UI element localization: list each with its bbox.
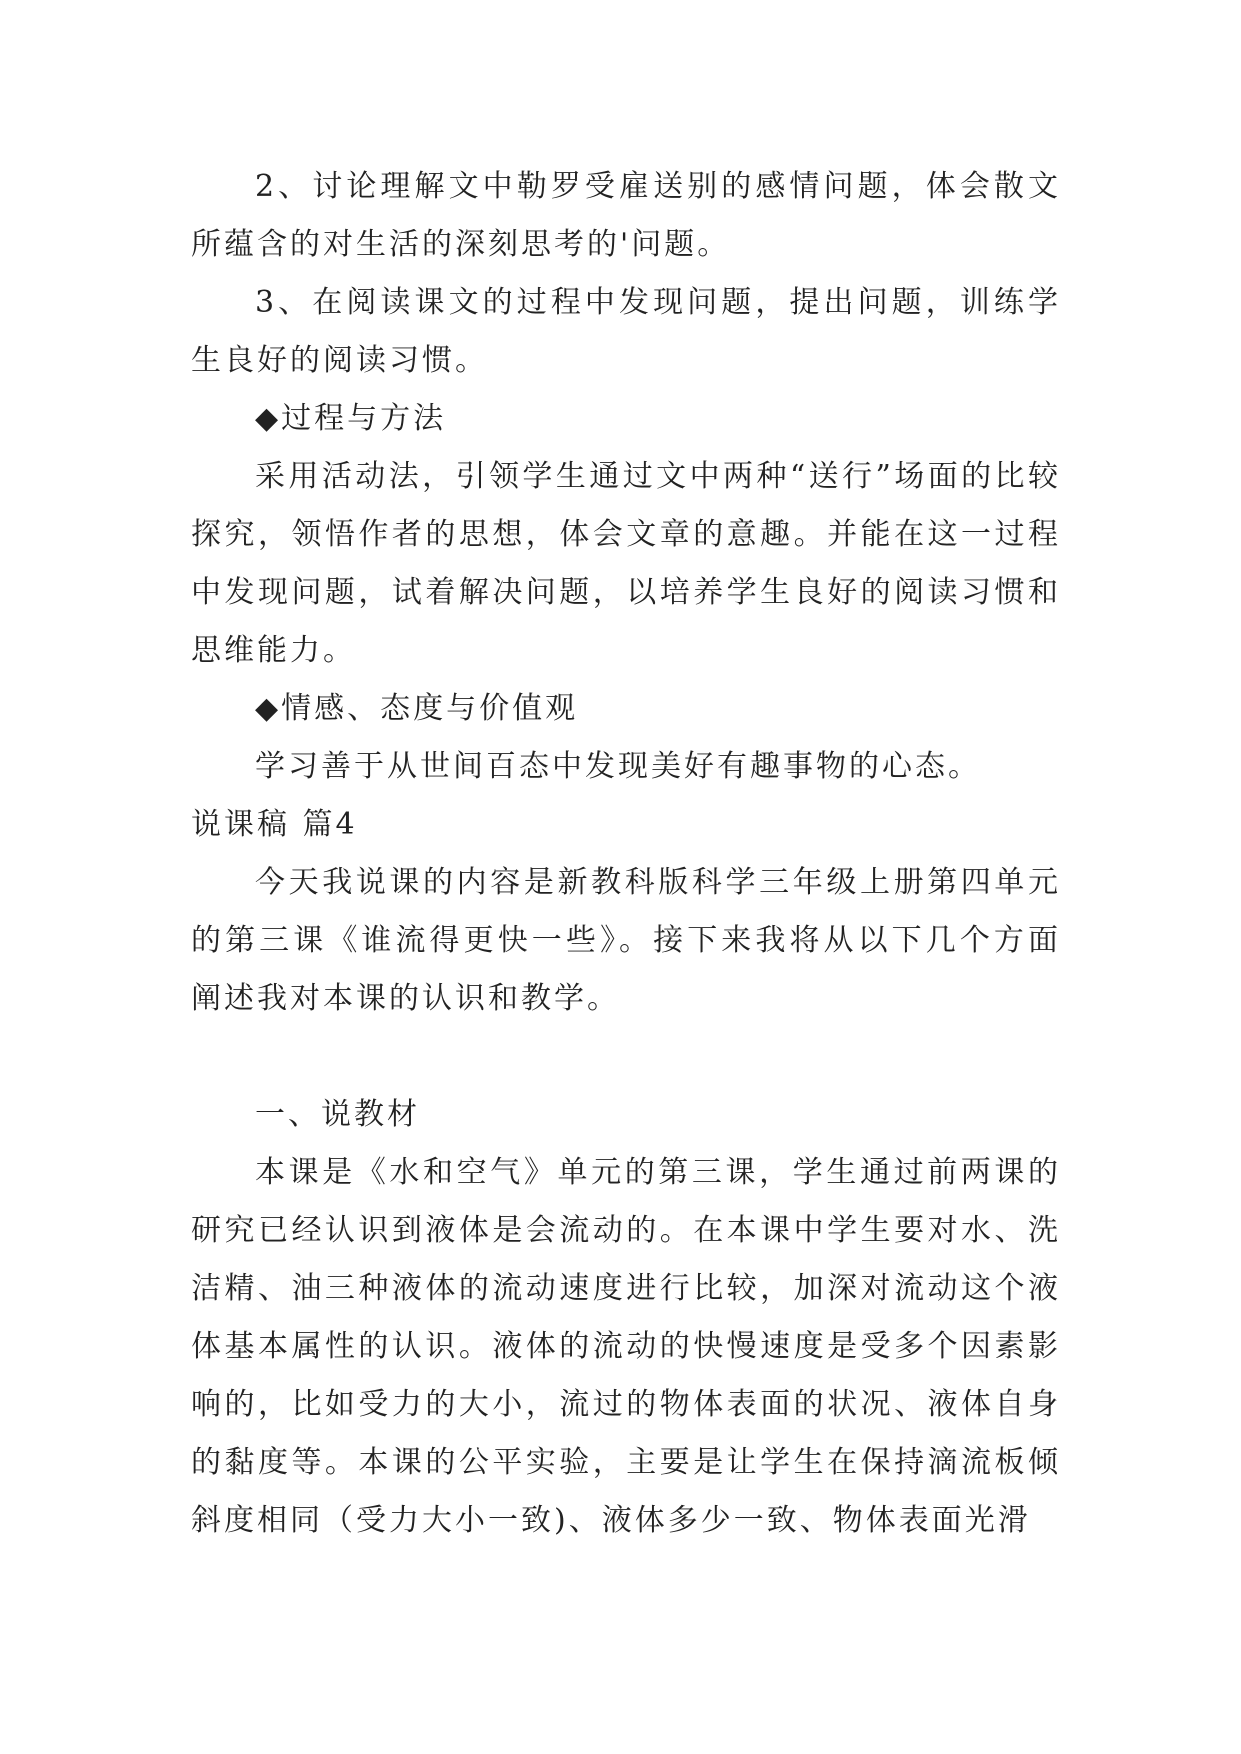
section-heading-textbook: 一、说教材 [255, 1097, 420, 1132]
section-heading-emotion-attitude: ◆情感、态度与价值观 [255, 691, 579, 726]
objective-item-2: 2、讨论理解文中勒罗受雇送别的感情问题，体会散文所蕴含的对生活的深刻思考的'问题。 [191, 169, 1061, 262]
intro-paragraph: 今天我说课的内容是新教科版科学三年级上册第四单元的第三课《谁流得更快一些》。接下来我将从以下几个方面阐述我对本课的认识和教学。 [191, 865, 1061, 1016]
blank-line [191, 1028, 1061, 1086]
process-method-paragraph: 采用活动法，引领学生通过文中两种“送行”场面的比较探究，领悟作者的思想，体会文章的意趣。并能在这一过程中发现问题，试着解决问题，以培养学生良好的阅读习惯和思维能力。 [191, 459, 1061, 668]
document-body [191, 158, 1061, 1550]
emotion-attitude-paragraph: 学习善于从世间百态中发现美好有趣事物的心态。 [255, 749, 981, 784]
article-title: 说课稿 篇4 [191, 807, 358, 842]
objective-item-3: 3、在阅读课文的过程中发现问题，提出问题，训练学生良好的阅读习惯。 [191, 285, 1061, 378]
section-heading-process-method: ◆过程与方法 [255, 401, 447, 436]
textbook-paragraph: 本课是《水和空气》单元的第三课，学生通过前两课的研究已经认识到液体是会流动的。在本课中学生要对水、洗洁精、油三种液体的流动速度进行比较，加深对流动这个液体基本属性的认识。液体的流动的快慢速度是受多个因素影响的，比如受力的大小，流过的物体表面的状况、液体自身的黏度等。本课的公平实验，主要是让学生在保持滴流板倾斜度相同（受力大小一致)、液体多少一致、物体表面光滑 [191, 1155, 1061, 1538]
